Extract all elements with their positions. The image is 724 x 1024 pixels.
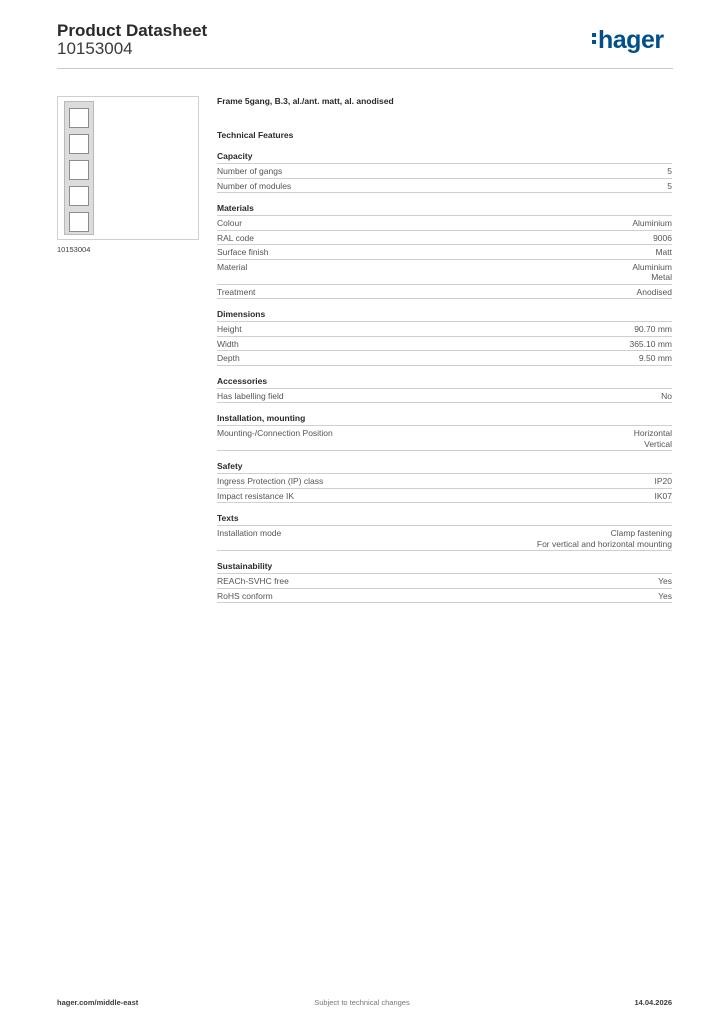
feature-section <box>217 461 672 503</box>
feature-section <box>217 561 672 603</box>
footer-website: hager.com/middle-east <box>57 998 139 1007</box>
feature-value <box>661 391 672 402</box>
feature-label: Has labelling field <box>217 390 284 401</box>
feature-value-line: Horizontal <box>633 428 672 438</box>
feature-row <box>217 574 672 589</box>
logo-colon-icon <box>592 32 596 46</box>
feature-value <box>639 353 672 364</box>
feature-label: RAL code <box>217 232 255 243</box>
feature-value-line: Anodised <box>636 286 672 297</box>
feature-value <box>632 262 672 283</box>
product-number: 10153004 <box>57 39 133 58</box>
feature-value-line: IK07 <box>654 490 672 501</box>
feature-value <box>655 491 673 502</box>
feature-value-line: 9006 <box>653 232 672 243</box>
hager-logo <box>592 28 664 53</box>
section-title: Safety <box>217 461 672 474</box>
feature-value <box>632 218 672 229</box>
feature-value-line: 365.10 mm <box>629 338 672 349</box>
feature-value-line: Clamp fastening <box>610 528 672 538</box>
feature-row <box>217 589 672 604</box>
feature-value <box>653 233 672 244</box>
feature-value-line: Vertical <box>644 438 672 449</box>
feature-value <box>634 324 672 335</box>
feature-label: Depth <box>217 353 240 363</box>
image-caption: 10153004 <box>57 245 91 254</box>
feature-label: Colour <box>217 218 243 228</box>
feature-value <box>667 181 672 192</box>
feature-row <box>217 474 672 489</box>
feature-row <box>217 179 672 194</box>
feature-value-line: Yes <box>658 590 672 601</box>
feature-row <box>217 489 672 504</box>
feature-value <box>655 247 672 258</box>
feature-value <box>634 428 672 449</box>
section-title: Capacity <box>217 151 672 164</box>
feature-row <box>217 216 672 231</box>
frame-gang <box>69 134 89 154</box>
feature-section <box>217 151 672 193</box>
feature-label: Mounting-/Connection Position <box>217 428 333 438</box>
feature-value <box>658 576 672 587</box>
feature-row <box>217 426 672 451</box>
footer-date: 14.04.2026 <box>634 998 672 1007</box>
frame-gang <box>69 186 89 206</box>
section-title: Accessories <box>217 376 672 389</box>
feature-value-line: 9.50 mm <box>638 353 672 363</box>
feature-value-line: Metal <box>651 272 672 282</box>
feature-value <box>667 166 672 177</box>
feature-value-line: No <box>661 390 672 401</box>
frame-gang <box>69 212 89 232</box>
feature-section <box>217 376 672 404</box>
feature-sections <box>217 151 672 603</box>
feature-row <box>217 322 672 337</box>
feature-section <box>217 413 672 451</box>
feature-label: Material <box>217 261 248 272</box>
frame-gang <box>69 160 89 180</box>
feature-row <box>217 351 672 366</box>
feature-row <box>217 245 672 260</box>
feature-label: Surface finish <box>217 247 269 257</box>
feature-row <box>217 389 672 404</box>
page-title: Product Datasheet <box>57 21 208 40</box>
feature-label: Treatment <box>217 286 256 297</box>
feature-label: Installation mode <box>217 528 282 538</box>
product-image <box>57 96 199 240</box>
section-title: Dimensions <box>217 309 672 322</box>
feature-section <box>217 309 672 366</box>
feature-label: Width <box>217 338 239 349</box>
feature-label: Number of modules <box>217 180 292 191</box>
feature-label: REACh-SVHC free <box>217 576 289 586</box>
feature-row <box>217 285 672 300</box>
feature-value-line: For vertical and horizontal mounting <box>536 538 672 549</box>
product-name: Frame 5gang, B.3, al./ant. matt, al. anodised <box>217 96 394 106</box>
section-title: Sustainability <box>217 561 672 574</box>
feature-value-line: 5 <box>667 180 672 191</box>
feature-label: Number of gangs <box>217 166 283 176</box>
feature-label: Ingress Protection (IP) class <box>217 476 324 486</box>
feature-label: Impact resistance IK <box>217 490 295 501</box>
feature-value <box>655 476 673 487</box>
feature-value-line: 5 <box>667 166 672 176</box>
footer-note: Subject to technical changes <box>314 998 410 1007</box>
feature-value-line: 90.70 mm <box>634 324 672 334</box>
feature-value <box>658 591 672 602</box>
feature-value-line: Matt <box>655 247 672 257</box>
logo-text: hager <box>598 26 664 54</box>
feature-row <box>217 231 672 246</box>
feature-label: Height <box>217 324 242 334</box>
feature-row <box>217 164 672 179</box>
feature-row <box>217 526 672 551</box>
frame-picture <box>64 101 94 235</box>
feature-section <box>217 513 672 551</box>
feature-value <box>629 339 672 350</box>
feature-row <box>217 337 672 352</box>
technical-features-title: Technical Features <box>217 130 294 140</box>
header-divider <box>57 68 673 69</box>
feature-value-line: Aluminium <box>632 218 672 228</box>
feature-label: RoHS conform <box>217 590 273 601</box>
datasheet-content <box>217 96 672 613</box>
section-title: Installation, mounting <box>217 413 672 426</box>
feature-value-line: Yes <box>658 576 672 586</box>
section-title: Texts <box>217 513 672 526</box>
feature-section <box>217 203 672 299</box>
feature-value-line: Aluminium <box>632 261 672 272</box>
feature-value <box>537 528 672 549</box>
frame-gang <box>69 108 89 128</box>
feature-value-line: IP20 <box>654 476 672 486</box>
feature-value <box>637 287 672 298</box>
feature-row <box>217 260 672 285</box>
section-title: Materials <box>217 203 672 216</box>
